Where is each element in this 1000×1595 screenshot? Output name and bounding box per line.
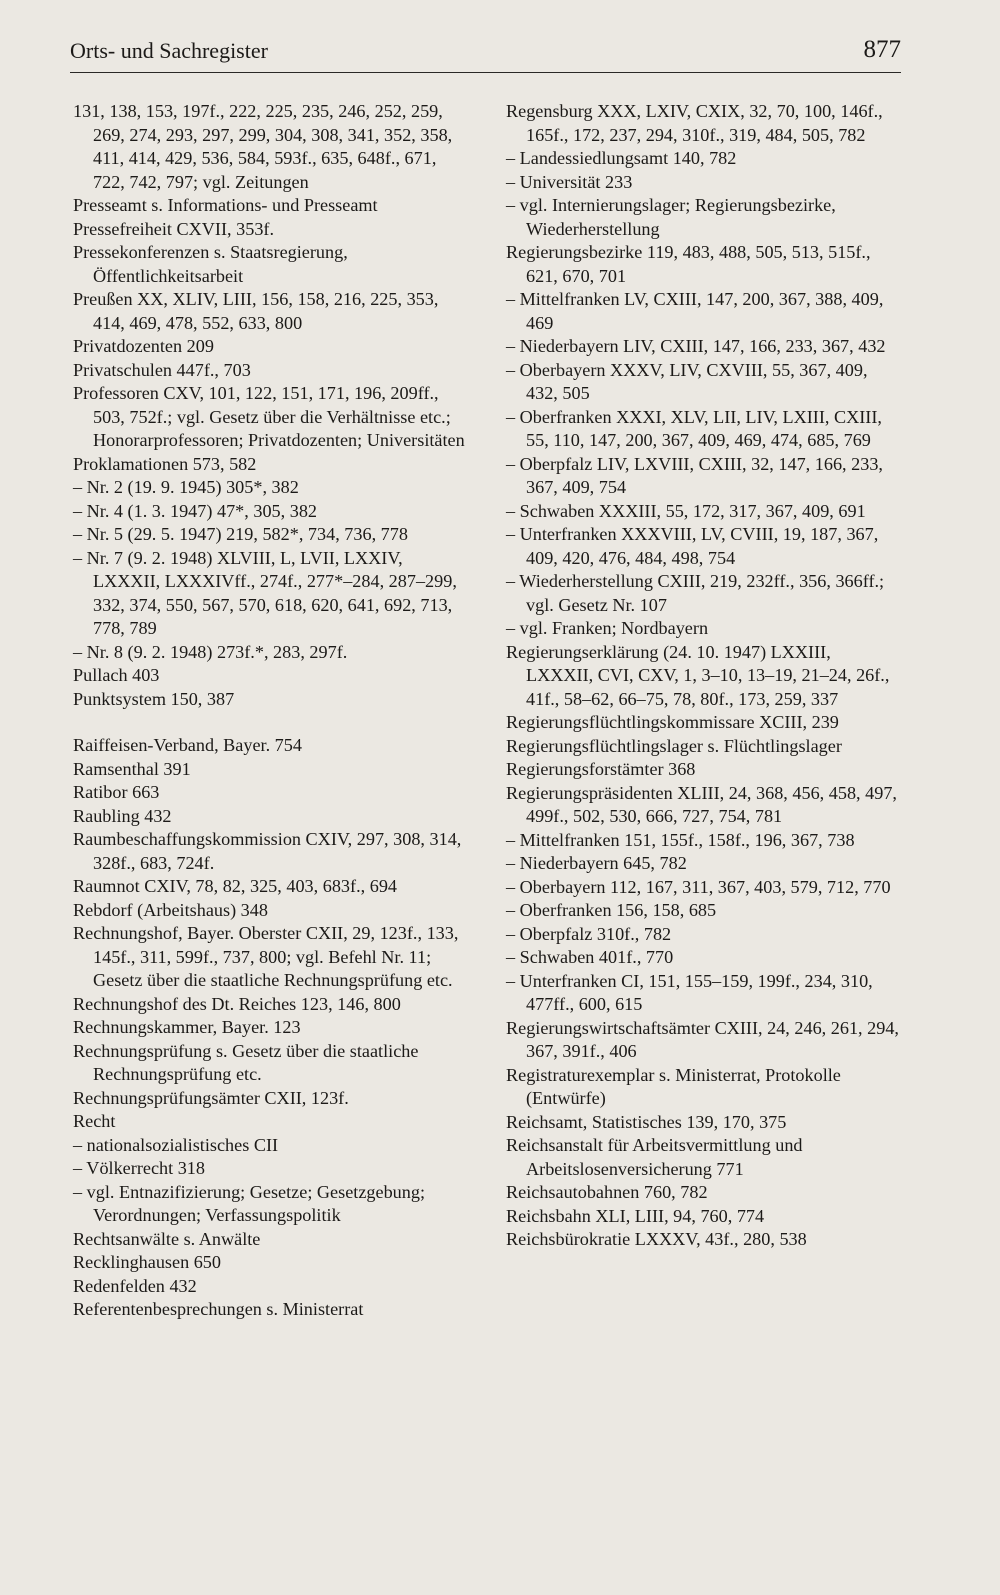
index-entry: Recht [73,1111,116,1131]
index-entry: Pressefreiheit CXVII, 353f. [73,218,275,239]
index-entry: Pressekonferenzen s. Staatsregierung, Öffentlichkeitsarbeit [73,242,348,286]
index-entry: Regensburg XXX, LXIV, CXIX, 32, 70, 100, 146f., 165f., 172, 237, 294, 310f., 319, 484, 505, 782 [506,101,883,145]
index-entry: – Nr. 5 (29. 5. 1947) 219, 582*, 734, 736, 778 [73,524,408,544]
index-entry: Regierungserklärung (24. 10. 1947) LXXIII, LXXXII, CVI, CXV, 1, 3–10, 13–19, 21–24, 26f., 41f., 58–62, 66–75, 78, 80f., 173, 259, 337 [506,641,890,709]
index-column-right [506,100,901,1252]
index-entry: – Mittelfranken LV, CXIII, 147, 200, 367, 388, 409, 469 [506,289,884,333]
index-entry: Rechnungskammer, Bayer. 123 [73,1017,301,1037]
index-entry: – Universität 233 [506,171,633,192]
index-entry: – Oberfranken 156, 158, 685 [506,900,717,920]
index-entry: Reichsautobahnen 760, 782 [506,1182,708,1202]
index-entry: Regierungspräsidenten XLIII, 24, 368, 456, 458, 497, 499f., 502, 530, 666, 727, 754, 781 [506,782,897,826]
index-entry: – Niederbayern LIV, CXIII, 147, 166, 233, 367, 432 [506,336,886,356]
index-entry: – Unterfranken XXXVIII, LV, CVIII, 19, 187, 367, 409, 420, 476, 484, 498, 754 [506,524,879,568]
index-entry: Ratibor 663 [73,782,160,802]
page-header [70,36,901,73]
index-entry: Punktsystem 150, 387 [73,688,235,709]
index-entry: Reichsbahn XLI, LIII, 94, 760, 774 [506,1205,765,1226]
index-entry: Reichsbürokratie LXXXV, 43f., 280, 538 [506,1229,807,1249]
index-entry: Redenfelden 432 [73,1275,197,1296]
index-entry: Pullach 403 [73,665,160,685]
index-entry: – nationalsozialistisches CII [73,1134,279,1155]
index-entry: Rechtsanwälte s. Anwälte [73,1228,261,1249]
index-entry: – Nr. 8 (9. 2. 1948) 273f.*, 283, 297f. [73,641,348,662]
index-entry: Referentenbesprechungen s. Ministerrat [73,1299,364,1319]
index-entry: Raumbeschaffungskommission CXIV, 297, 308, 314, 328f., 683, 724f. [73,829,462,873]
index-entry: Raubling 432 [73,805,172,826]
index-entry: Raumnot CXIV, 78, 82, 325, 403, 683f., 694 [73,876,398,896]
index-entry: – Nr. 7 (9. 2. 1948) XLVIII, L, LVII, LXXIV, LXXXII, LXXXIVff., 274f., 277*–284, 287–299, 332, 374, 550, 567, 570, 618, 620, 641, 692, 713, 778, 789 [73,547,457,638]
index-entry: – Nr. 4 (1. 3. 1947) 47*, 305, 382 [73,500,318,521]
index-entry: Preußen XX, XLIV, LIII, 156, 158, 216, 225, 353, 414, 469, 478, 552, 633, 800 [73,289,439,333]
index-entry: Professoren CXV, 101, 122, 151, 171, 196, 209ff., 503, 752f.; vgl. Gesetz über die Verhältnisse etc.; Honorarprofessoren; Privatdozenten; Universitäten [73,383,465,450]
index-entry: Rechnungsprüfungsämter CXII, 123f. [73,1087,349,1108]
index-entry: – Nr. 2 (19. 9. 1945) 305*, 382 [73,477,299,497]
index-entry: – Völkerrecht 318 [73,1158,205,1178]
index-entry: – vgl. Internierungslager; Regierungsbezirke, Wiederherstellung [506,195,836,239]
index-entry: Proklamationen 573, 582 [73,453,257,474]
index-entry: – Oberbayern 112, 167, 311, 367, 403, 579, 712, 770 [506,876,891,897]
index-entry: Privatschulen 447f., 703 [73,359,251,380]
index-entry: Rechnungshof, Bayer. Oberster CXII, 29, 123f., 133, 145f., 311, 599f., 737, 800; vgl. Befehl Nr. 11; Gesetz über die staatliche Rechnungsprüfung etc. [73,923,459,990]
index-entry: Regierungsflüchtlingskommissare XCIII, 239 [506,712,839,732]
index-entry: Regierungswirtschaftsämter CXIII, 24, 246, 261, 294, 367, 391f., 406 [506,1017,899,1061]
index-entry: Regierungsflüchtlingslager s. Flüchtlingslager [506,735,842,756]
page-number: 877 [863,36,901,63]
index-entry: 131, 138, 153, 197f., 222, 225, 235, 246, 252, 259, 269, 274, 293, 297, 299, 304, 308, 341, 352, 358, 411, 414, 429, 536, 584, 593f., 635, 648f., 671, 722, 742, 797; vgl. Zeitungen [73,101,453,192]
index-entry: – vgl. Franken; Nordbayern [506,618,709,638]
index-entry: Registraturexemplar s. Ministerrat, Protokolle (Entwürfe) [506,1064,841,1108]
index-entry: – vgl. Entnazifizierung; Gesetze; Gesetzgebung; Verordnungen; Verfassungspolitik [73,1181,426,1225]
index-entry: Rechnungsprüfung s. Gesetz über die staatliche Rechnungsprüfung etc. [73,1040,419,1084]
index-entry: Regierungsbezirke 119, 483, 488, 505, 513, 515f., 621, 670, 701 [506,242,871,286]
index-entry: Raiffeisen-Verband, Bayer. 754 [73,735,302,755]
index-entry: Regierungsforstämter 368 [506,759,696,779]
index-entry: – Oberbayern XXXV, LIV, CXVIII, 55, 367, 409, 432, 505 [506,359,868,403]
index-entry: Reichsanstalt für Arbeitsvermittlung und Arbeitslosenversicherung 771 [506,1135,803,1179]
index-entry: – Schwaben 401f., 770 [506,947,674,967]
index-entry: – Landessiedlungsamt 140, 782 [506,148,737,168]
index-entry: Ramsenthal 391 [73,758,191,779]
index-entry: Rebdorf (Arbeitshaus) 348 [73,899,268,920]
index-entry: – Niederbayern 645, 782 [506,853,687,873]
index-entry: – Oberfranken XXXI, XLV, LII, LIV, LXIII, CXIII, 55, 110, 147, 200, 367, 409, 469, 474, 685, 769 [506,406,882,450]
index-entry: Presseamt s. Informations- und Presseamt [73,195,378,215]
index-entry: – Schwaben XXXIII, 55, 172, 317, 367, 409, 691 [506,500,866,521]
index-entry: Privatdozenten 209 [73,336,214,356]
index-entry: – Wiederherstellung CXIII, 219, 232ff., 356, 366ff.; vgl. Gesetz Nr. 107 [506,571,885,615]
index-entry: – Oberpfalz 310f., 782 [506,923,672,944]
index-entry: – Unterfranken CI, 151, 155–159, 199f., 234, 310, 477ff., 600, 615 [506,970,873,1014]
index-entry: – Oberpfalz LIV, LXVIII, CXIII, 32, 147, 166, 233, 367, 409, 754 [506,453,883,497]
index-entry: Rechnungshof des Dt. Reiches 123, 146, 800 [73,993,401,1014]
index-entry: – Mittelfranken 151, 155f., 158f., 196, 367, 738 [506,829,855,850]
running-head: Orts- und Sachregister [70,38,268,63]
index-column-left [73,100,468,1322]
index-entry: Recklinghausen 650 [73,1252,221,1272]
index-entry: Reichsamt, Statistisches 139, 170, 375 [506,1111,787,1132]
